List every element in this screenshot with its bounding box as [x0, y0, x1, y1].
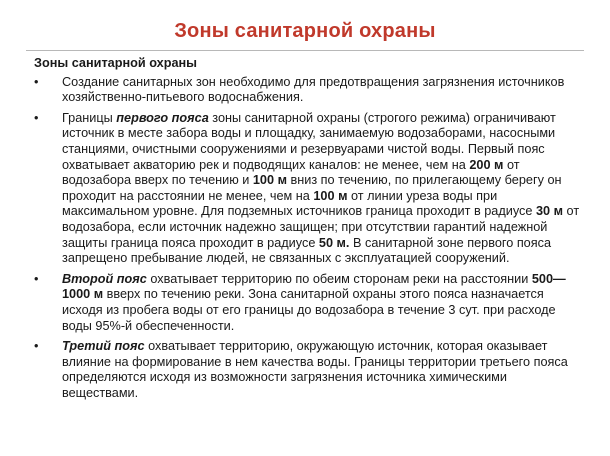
- value-protected-radius: 30 м: [535, 204, 564, 219]
- bullet-item-second-belt: [34, 272, 582, 334]
- bullet-list: [34, 75, 582, 402]
- value-unprotected-radius: 50 м.: [318, 235, 350, 250]
- bullet-item-third-belt: [34, 339, 582, 401]
- text-run: от линии уреза воды при максимальном уровне. Для подземных источников граница проходит в радиусе: [62, 188, 536, 219]
- text-run: от водозабора, если источник надежно защищен; при отсутствии гарантий надежной защиты граница пояса проходит в радиусе: [62, 204, 580, 250]
- title-divider: [26, 50, 584, 51]
- bullet-marker: •: [34, 74, 39, 89]
- slide-content: [34, 56, 582, 406]
- term-second-belt: Второй пояс: [62, 271, 147, 286]
- bullet-marker: •: [34, 271, 39, 286]
- text-run: Границы: [62, 110, 117, 125]
- text-run: В санитарной зоне первого пояса запрещено пребывание людей, не связанных с эксплуатацией сооружений.: [62, 235, 552, 266]
- text-run: зоны санитарной охраны (строгого режима) ограничивают источник в месте забора воды и площадку, занимаемую водозаборами, насосными станциями, очистными сооружениями и резервуарами чистой воды. Первый пояс охватывает акваторию рек и подводящих каналов: не менее, чем на: [62, 110, 556, 172]
- text-run: охватывает территорию по обеим сторонам реки на расстоянии: [146, 271, 532, 286]
- text-run: охватывает территорию, окружающую источник, которая оказывает влияние на формирование в нем качества воды. Границы территории третьего пояса определяются исходя из возможности загрязнения источника химическими веществами.: [62, 339, 568, 400]
- text-run: вниз по течению, по прилегающему берегу он проходит на расстоянии не менее, чем на: [62, 173, 562, 203]
- value-shore-distance: 100 м: [313, 188, 348, 203]
- slide-title: Зоны санитарной охраны: [174, 20, 436, 42]
- bullet-marker: •: [34, 339, 39, 354]
- value-downstream-distance: 100 м: [252, 173, 287, 188]
- section-subtitle: Зоны санитарной охраны: [34, 56, 198, 70]
- bullet-text: Создание санитарных зон необходимо для предотвращения загрязнения источников хозяйственно-питьевого водоснабжения.: [62, 74, 565, 105]
- bullet-item-purpose: [34, 75, 582, 106]
- bullet-marker: •: [34, 110, 39, 125]
- text-run: вверх по течению реки. Зона санитарной охраны этого пояса назначается исходя из пробега воды от его границы до водозабора в течение 3 сут. при расходе воды 95%-й обеспеченности.: [62, 287, 556, 333]
- term-third-belt: Третий пояс: [62, 339, 145, 354]
- value-second-belt-distance: 500—1000 м: [62, 271, 566, 302]
- term-first-belt: первого пояса: [116, 110, 209, 125]
- value-upstream-distance: 200 м: [469, 157, 504, 172]
- bullet-item-first-belt: [34, 111, 582, 267]
- text-run: от водозабора вверх по течению и: [62, 157, 520, 188]
